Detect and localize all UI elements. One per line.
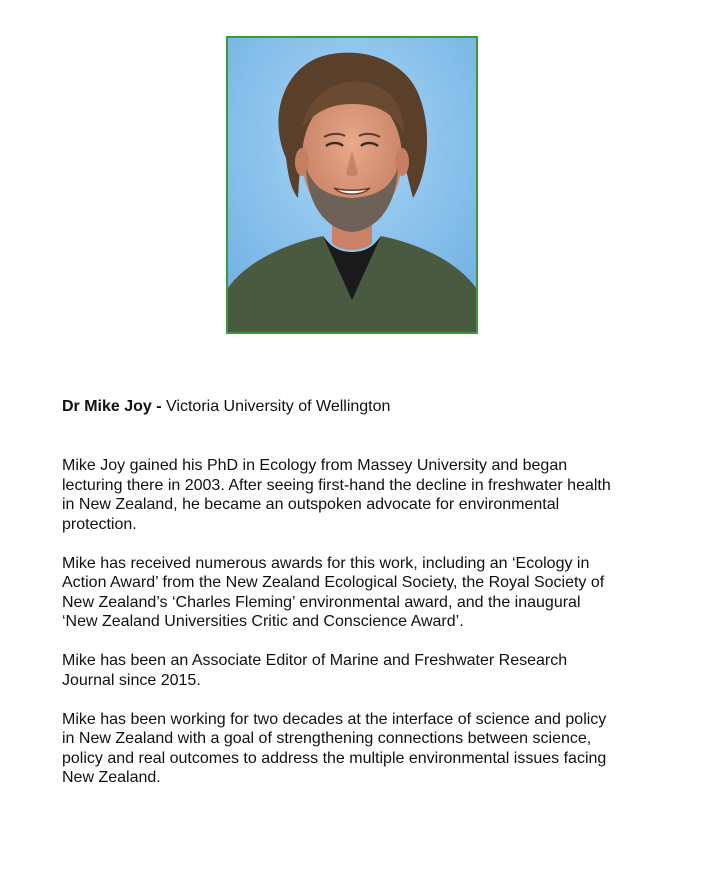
bio-paragraph-education: [62, 456, 662, 534]
bio-line: policy and real outcomes to address the multiple environmental issues facing: [62, 749, 607, 767]
bio-line: Action Award’ from the New Zealand Ecological Society, the Royal Society of: [62, 574, 605, 591]
bio-line: Mike Joy gained his PhD in Ecology from Massey University and began: [62, 457, 568, 474]
bio-paragraph-work: [62, 710, 662, 788]
bio-line: Journal since 2015.: [62, 671, 201, 689]
speaker-heading: [62, 397, 390, 417]
bio-line: Mike has been an Associate Editor of Marine and Freshwater Research: [62, 652, 568, 669]
portrait-image: [228, 38, 476, 332]
bio-line: lecturing there in 2003. After seeing first-hand the decline in freshwater health: [62, 476, 611, 494]
bio-line: protection.: [62, 515, 137, 533]
profile-photo: [226, 36, 478, 334]
speaker-affiliation: Victoria University of Wellington: [166, 398, 391, 415]
bio-line: in New Zealand with a goal of strengthening connections between science,: [62, 730, 592, 747]
bio-line: Mike has been working for two decades at the interface of science and policy: [62, 710, 607, 728]
bio-line: Mike has received numerous awards for this work, including an ‘Ecology in: [62, 554, 590, 572]
bio-line: New Zealand’s ‘Charles Fleming’ environmental award, and the inaugural: [62, 593, 581, 611]
bio-line: ‘New Zealand Universities Critic and Conscience Award’.: [62, 613, 464, 630]
bio-line: New Zealand.: [62, 769, 161, 786]
speaker-bio: [62, 456, 662, 807]
bio-paragraph-awards: [62, 554, 662, 632]
heading-separator: -: [151, 398, 167, 415]
speaker-name: Dr Mike Joy: [62, 398, 152, 415]
bio-line: in New Zealand, he became an outspoken advocate for environmental: [62, 496, 560, 513]
bio-paragraph-editor: [62, 651, 662, 690]
